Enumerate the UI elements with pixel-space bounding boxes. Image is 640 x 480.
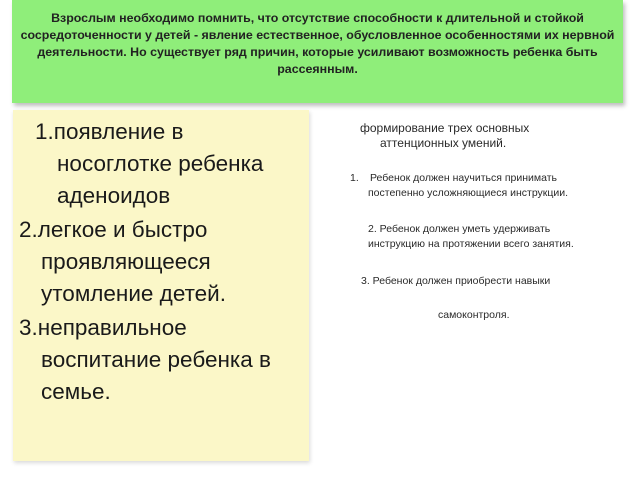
skills-intro-line-2: аттенционных умений. <box>380 136 507 150</box>
skill-item-1-number: 1. <box>350 172 359 184</box>
skill-item-3-line-2: самоконтроля. <box>438 309 510 321</box>
skill-item-3-line-1: 3. Ребенок должен приобрести навыки <box>361 275 551 287</box>
header-banner <box>12 0 623 103</box>
cause-item-1: 1.появление в носоглотке ребенка аденоидов <box>35 119 264 208</box>
skill-item-2 <box>368 222 574 252</box>
header-text: Взрослым необходимо помнить, что отсутствие способности к длительной и стойкой сосредоточенности у детей - явление естественное, обусловленное особенностями их нервной деятельности. Но существует ряд причин, которые усиливают возможность ребенка быть рассеянным. <box>20 11 615 76</box>
skill-item-1 <box>350 171 568 201</box>
skill-item-2-line-1: 2. Ребенок должен уметь удерживать <box>368 223 551 235</box>
causes-panel <box>13 110 309 461</box>
skill-item-3 <box>361 274 550 323</box>
skill-item-1-line-2: постепенно усложняющиеся инструкции. <box>368 187 569 199</box>
skills-panel <box>318 110 636 410</box>
skills-intro-line-1: формирование трех основных <box>360 121 530 135</box>
skill-item-2-line-2: инструкцию на протяжении всего занятия. <box>368 238 574 250</box>
causes-list <box>13 116 303 410</box>
cause-item-3: 3.неправильное воспитание ребенка в семье. <box>19 315 271 404</box>
skills-intro <box>360 121 600 151</box>
cause-item-2: 2.легкое и быстро проявляющееся утомление детей. <box>19 217 226 306</box>
skill-item-1-line-1: Ребенок должен научиться принимать <box>370 172 557 184</box>
